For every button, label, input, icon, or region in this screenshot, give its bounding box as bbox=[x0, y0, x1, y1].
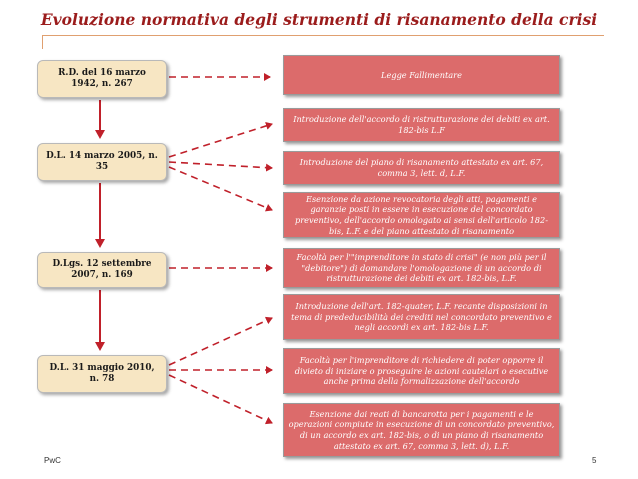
law-dlgs-2007: D.Lgs. 12 settembre 2007, n. 169 bbox=[37, 252, 167, 288]
page-title: Evoluzione normativa degli strumenti di risanamento della crisi bbox=[40, 10, 598, 29]
box-legge-fallimentare: Legge Fallimentare bbox=[283, 55, 560, 95]
law-dl-2005: D.L. 14 marzo 2005, n. 35 bbox=[37, 143, 167, 181]
box-esenzione-bancarotta: Esenzione dai reati di bancarotta per i pagamenti e le operazioni compiute in esecuzione di un concordato preventivo, di un accordo ex art. 182-bis, o di un piano di risanamento attestato ex art. 67, comma 3, lett. d), L.F. bbox=[283, 403, 560, 457]
connector-2010-box6 bbox=[169, 318, 272, 365]
law-dl-2010: D.L. 31 maggio 2010, n. 78 bbox=[37, 355, 167, 393]
box-facolta-imprenditore-crisi: Facoltà per l'"imprenditore in stato di crisi" (e non più per il "debitore") di domandare l'omologazione di un accordo di ristrutturazione dei debiti ex art. 182-bis, L.F. bbox=[283, 248, 560, 288]
connector-2010-box8 bbox=[169, 375, 272, 423]
footer-brand: PwC bbox=[44, 456, 61, 465]
box-accordo-ristrutturazione: Introduzione dell'accordo di ristrutturazione dei debiti ex art. 182-bis L.F bbox=[283, 108, 560, 142]
box-art-182-quater: Introduzione dell'art. 182-quater, L.F. recante disposizioni in tema di prededucibilità dei crediti nel concordato preventivo e negli accordi ex art. 182-bis L.F. bbox=[283, 294, 560, 340]
box-divieto-azioni: Facoltà per l'imprenditore di richiedere di poter opporre il divieto di iniziare o proseguire le azioni cautelari o esecutive anche prima della formalizzazione dell'accordo bbox=[283, 348, 560, 394]
box-piano-risanamento: Introduzione del piano di risanamento attestato ex art. 67, comma 3, lett. d, L.F. bbox=[283, 151, 560, 185]
connector-2005-box3 bbox=[169, 162, 272, 168]
connector-2005-box4 bbox=[169, 167, 272, 210]
connector-2005-box2 bbox=[169, 124, 272, 157]
page-number: 5 bbox=[592, 456, 597, 465]
law-rd-1942: R.D. del 16 marzo 1942, n. 267 bbox=[37, 60, 167, 98]
box-esenzione-revocatoria: Esenzione da azione revocatoria degli atti, pagamenti e garanzie posti in essere in esecuzione del concordato preventivo, dell'accordo omologato ai sensi dell'articolo 182-bis, L.F. e del piano attestato di risanamento bbox=[283, 192, 560, 238]
